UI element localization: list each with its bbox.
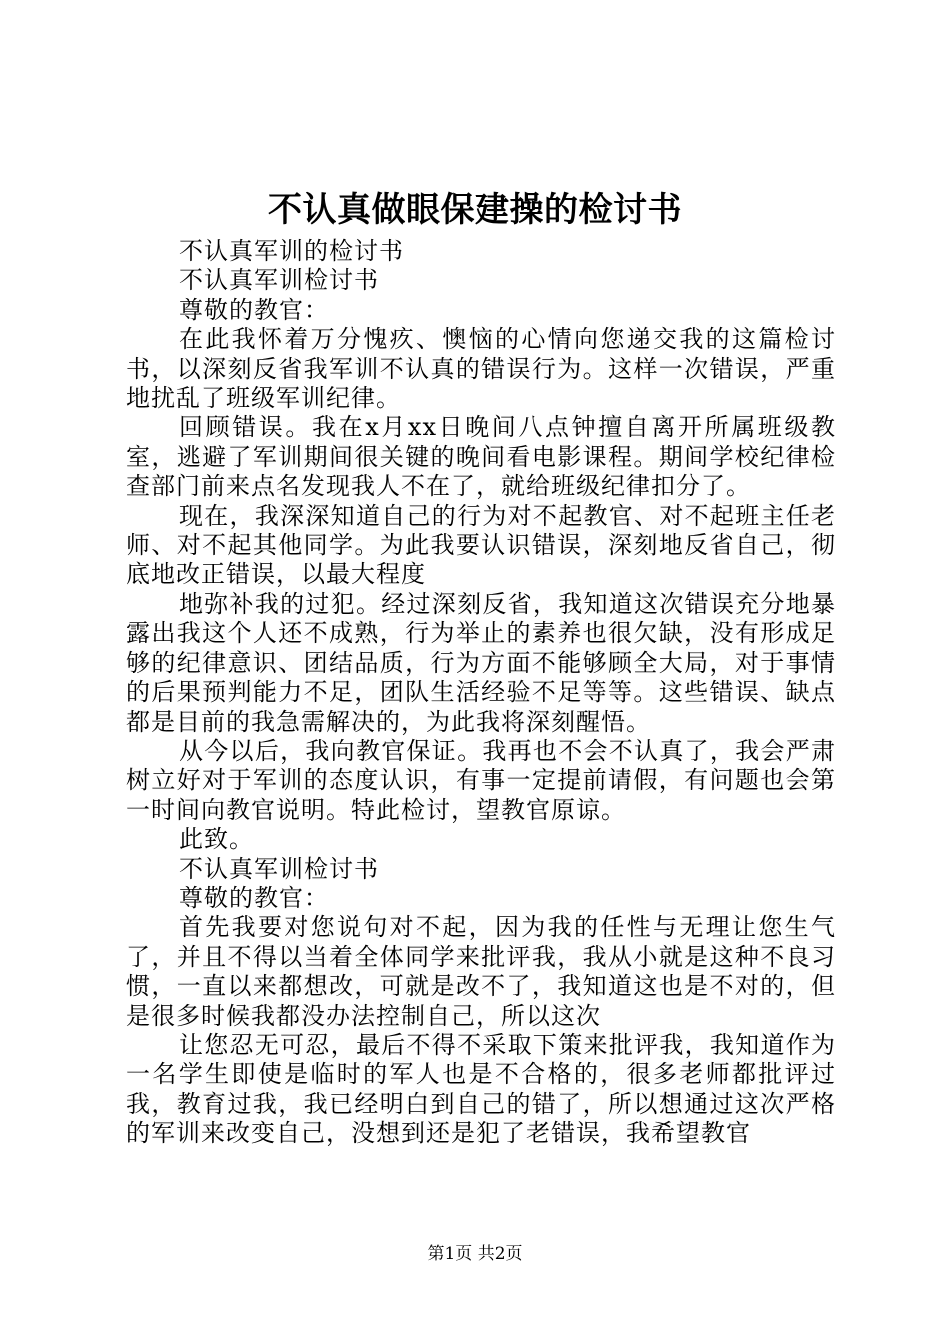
- paragraph: 现在，我深深知道自己的行为对不起教官、对不起班主任老师、对不起其他同学。为此我要认识错误，深刻地反省自己，彻底地改正错误，以最大程度: [126, 501, 836, 589]
- salutation: 尊敬的教官：: [179, 295, 329, 324]
- document-title: 不认真做眼保建操的检讨书: [268, 190, 682, 230]
- closing: 此致。: [179, 825, 254, 854]
- paragraph: 不认真军训检讨书: [179, 854, 379, 883]
- paragraph: 地弥补我的过犯。经过深刻反省，我知道这次错误充分地暴露出我这个人还不成熟，行为举止的素养也很欠缺，没有形成足够的纪律意识、团结品质，行为方面不能够顾全大局，对于事情的后果预判能力不足，团队生活经验不足等等。这些错误、缺点都是目前的我急需解决的，为此我将深刻醒悟。: [126, 589, 836, 736]
- paragraph: 不认真军训的检讨书: [179, 237, 404, 265]
- salutation: 尊敬的教官：: [179, 883, 329, 912]
- document-body: [126, 237, 836, 1149]
- paragraph: 首先我要对您说句对不起，因为我的任性与无理让您生气了，并且不得以当着全体同学来批评我，我从小就是这种不良习惯，一直以来都想改，可就是改不了，我知道这也是不对的，但是很多时候我都没办法控制自己，所以这次: [126, 913, 836, 1030]
- paragraph: 回顾错误。我在x月xx日晚间八点钟擅自离开所属班级教室，逃避了军训期间很关键的晚间看电影课程。期间学校纪律检查部门前来点名发现我人不在了，就给班级纪律扣分了。: [126, 413, 836, 501]
- page-number: 第1页 共2页: [427, 1244, 523, 1264]
- paragraph: 从今以后，我向教官保证。我再也不会不认真了，我会严肃树立好对于军训的态度认识，有事一定提前请假，有问题也会第一时间向教官说明。特此检讨，望教官原谅。: [126, 736, 836, 824]
- paragraph: 不认真军训检讨书: [179, 266, 379, 295]
- paragraph: 让您忍无可忍，最后不得不采取下策来批评我，我知道作为一名学生即使是临时的军人也是不合格的，很多老师都批评过我，教育过我，我已经明白到自己的错了，所以想通过这次严格的军训来改变自己，没想到还是犯了老错误，我希望教官: [126, 1030, 836, 1148]
- paragraph: 在此我怀着万分愧疚、懊恼的心情向您递交我的这篇检讨书，以深刻反省我军训不认真的错误行为。这样一次错误，严重地扰乱了班级军训纪律。: [126, 325, 836, 413]
